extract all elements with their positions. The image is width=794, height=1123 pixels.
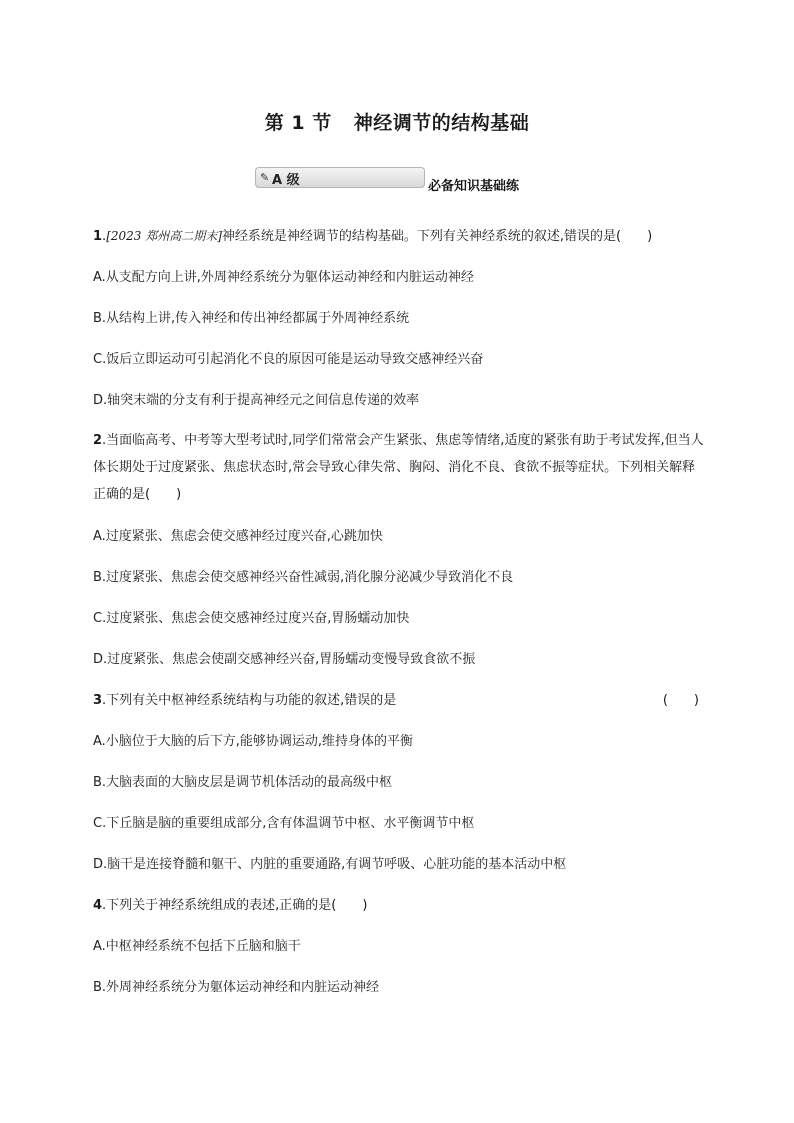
option-a: A.中枢神经系统不包括下丘脑和脑干 [93, 939, 301, 954]
pencil-icon: ✎ [260, 171, 270, 184]
page-title [0, 108, 794, 135]
level-badge-text: A 级 [272, 173, 300, 188]
question-stem [93, 689, 705, 713]
option-d: D.过度紧张、焦虑会使副交感神经兴奋,胃肠蠕动变慢导致食欲不振 [93, 652, 476, 667]
option-c: C.下丘脑是脑的重要组成部分,含有体温调节中枢、水平衡调节中枢 [93, 816, 475, 831]
option-d: D.脑干是连接脊髓和躯干、内脏的重要通路,有调节呼吸、心脏功能的基本活动中枢 [93, 857, 567, 872]
question-stem [93, 894, 705, 918]
answer-paren: ( ) [662, 693, 699, 708]
section-name: 神经调节的结构基础 [353, 112, 530, 134]
option-d: D.轴突末端的分支有利于提高神经元之间信息传递的效率 [93, 393, 420, 408]
question-text: .当面临高考、中考等大型考试时,同学们常常会产生紧张、焦虑等情绪,适度的紧张有助于考试发挥,但当人体长期处于过度紧张、焦虑状态时,常会导致心律失常、胸闷、消化不良、食欲不振等症状。下列相关解释正确的是( ) [93, 433, 704, 502]
section-number: 第 1 节 [264, 112, 332, 134]
option-b: B.过度紧张、焦虑会使交感神经兴奋性减弱,消化腺分泌减少导致消化不良 [93, 570, 514, 585]
level-badge [255, 167, 425, 188]
question-stem [93, 427, 705, 508]
question-number: 2 [93, 433, 103, 448]
question-text: .下列关于神经系统组成的表述,正确的是( ) [102, 898, 368, 913]
option-a: A.从支配方向上讲,外周神经系统分为躯体运动神经和内脏运动神经 [93, 270, 474, 285]
question-list [93, 224, 705, 1017]
question-4 [93, 894, 705, 1000]
question-number: 1 [93, 229, 103, 244]
question-text: 神经系统是神经调节的结构基础。下列有关神经系统的叙述,错误的是( ) [221, 229, 653, 244]
option-a: A.过度紧张、焦虑会使交感神经过度兴奋,心跳加快 [93, 529, 383, 544]
question-3 [93, 689, 705, 877]
question-2 [93, 427, 705, 672]
question-number: 4 [93, 898, 103, 913]
option-c: C.过度紧张、焦虑会使交感神经过度兴奋,胃肠蠕动加快 [93, 611, 410, 626]
question-text: .下列有关中枢神经系统结构与功能的叙述,错误的是 [102, 693, 397, 708]
option-b: B.大脑表面的大脑皮层是调节机体活动的最高级中枢 [93, 775, 393, 790]
option-b: B.外周神经系统分为躯体运动神经和内脏运动神经 [93, 980, 380, 995]
option-b: B.从结构上讲,传入神经和传出神经都属于外周神经系统 [93, 311, 410, 326]
question-source: [2023 郑州高二期末] [106, 229, 222, 243]
question-1 [93, 224, 705, 413]
question-stem: 1.[2023 郑州高二期末]神经系统是神经调节的结构基础。下列有关神经系统的叙述,错误的是( ) [93, 229, 653, 244]
option-c: C.饭后立即运动可引起消化不良的原因可能是运动导致交感神经兴奋 [93, 352, 484, 367]
option-a: A.小脑位于大脑的后下方,能够协调运动,维持身体的平衡 [93, 734, 414, 749]
question-number: 3 [93, 693, 103, 708]
level-label: 必备知识基础练 [428, 179, 520, 194]
